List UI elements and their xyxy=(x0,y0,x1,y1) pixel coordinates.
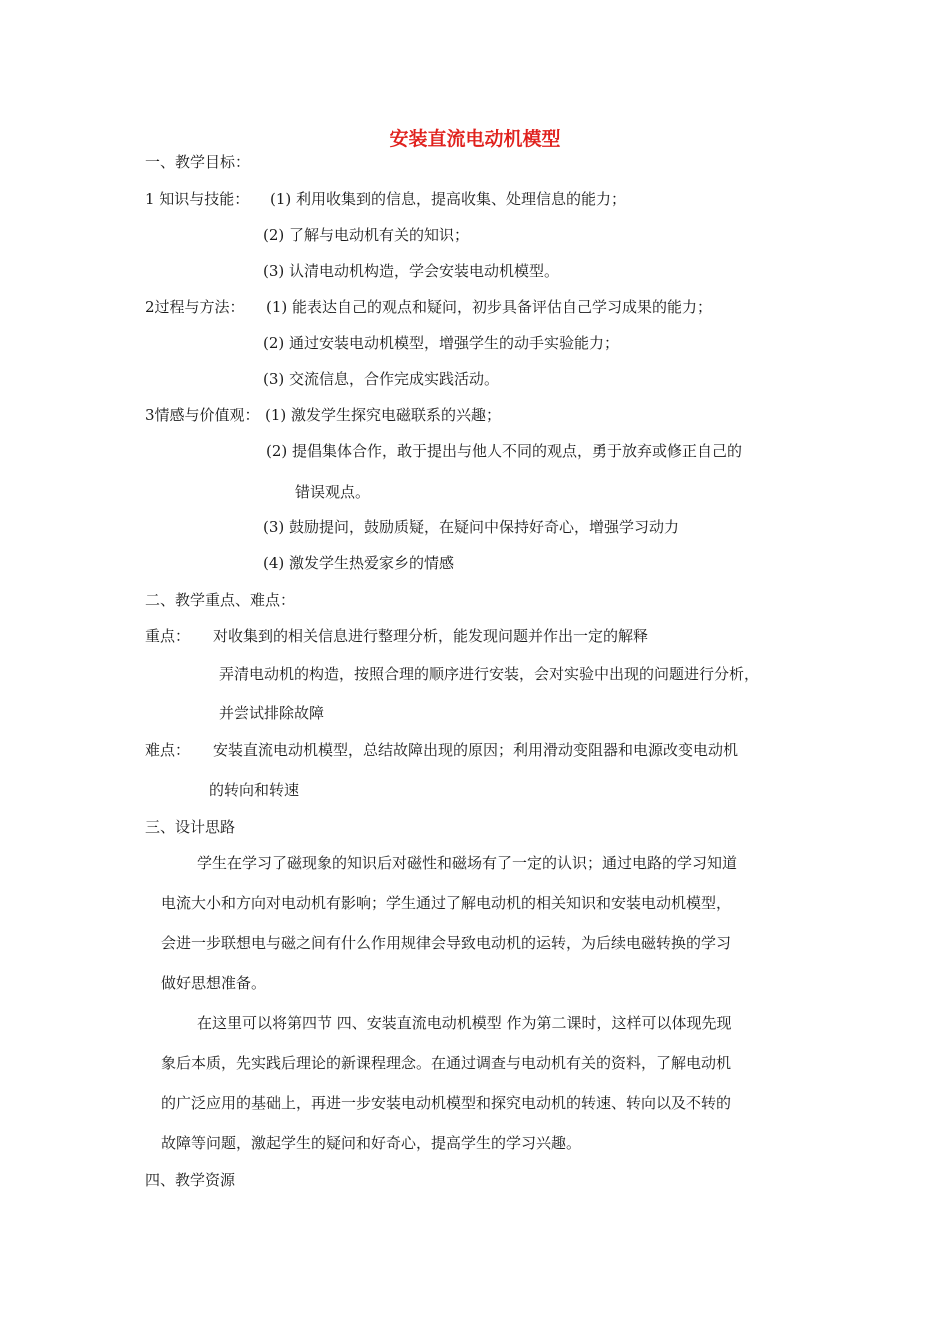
emotion-item-1: (1) 激发学生探究电磁联系的兴趣； xyxy=(265,406,502,424)
design-paragraph-1-line: 学生在学习了磁现象的知识后对磁性和磁场有了一定的认识；通过电路的学习知道 xyxy=(197,854,738,872)
key-point-line-3: 并尝试排除故障 xyxy=(219,704,325,722)
key-point-line-1: 对收集到的相关信息进行整理分析，能发现问题并作出一定的解释 xyxy=(213,627,649,645)
key-point-label: 重点： xyxy=(145,627,191,645)
knowledge-item-1: (1) 利用收集到的信息，提高收集、处理信息的能力； xyxy=(270,190,627,208)
knowledge-skills-label: 1 知识与技能： xyxy=(145,190,250,208)
section-heading-design: 三、设计思路 xyxy=(145,818,236,836)
section-heading-resources: 四、教学资源 xyxy=(145,1171,236,1189)
design-paragraph-1-line: 会进一步联想电与磁之间有什么作用规律会导致电动机的运转，为后续电磁转换的学习 xyxy=(161,934,732,952)
design-paragraph-1-line: 做好思想准备。 xyxy=(161,974,267,992)
design-paragraph-2-line: 在这里可以将第四节 四、安装直流电动机模型 作为第二课时，这样可以体现先现 xyxy=(197,1014,732,1032)
design-paragraph-1-line: 电流大小和方向对电动机有影响；学生通过了解电动机的相关知识和安装电动机模型， xyxy=(161,894,732,912)
difficulty-line-2: 的转向和转速 xyxy=(209,781,300,799)
knowledge-item-2: (2) 了解与电动机有关的知识； xyxy=(263,226,470,244)
document-title: 安装直流电动机模型 xyxy=(389,128,561,150)
process-method-label: 2过程与方法： xyxy=(145,298,245,316)
design-paragraph-2-line: 的广泛应用的基础上，再进一步安装电动机模型和探究电动机的转速、转向以及不转的 xyxy=(161,1094,732,1112)
difficulty-line-1: 安装直流电动机模型，总结故障出现的原因；利用滑动变阻器和电源改变电动机 xyxy=(213,741,739,759)
process-item-2: (2) 通过安装电动机模型，增强学生的动手实验能力； xyxy=(263,334,620,352)
emotion-values-label: 3情感与价值观： xyxy=(145,406,260,424)
knowledge-item-3: (3) 认清电动机构造，学会安装电动机模型。 xyxy=(263,262,560,280)
emotion-item-2: (2) 提倡集体合作，敢于提出与他人不同的观点，勇于放弃或修正自己的 xyxy=(266,442,743,460)
section-heading-objectives: 一、教学目标： xyxy=(145,153,251,171)
emotion-item-3: (3) 鼓励提问，鼓励质疑，在疑问中保持好奇心，增强学习动力 xyxy=(263,518,680,536)
design-paragraph-2-line: 故障等问题，激起学生的疑问和好奇心，提高学生的学习兴趣。 xyxy=(161,1134,582,1152)
emotion-item-4: (4) 激发学生热爱家乡的情感 xyxy=(263,554,455,572)
section-heading-key-points: 二、教学重点、难点： xyxy=(145,591,296,609)
key-point-line-2: 弄清电动机的构造，按照合理的顺序进行安装，会对实验中出现的问题进行分析， xyxy=(219,665,760,683)
emotion-item-2-continued: 错误观点。 xyxy=(295,483,371,501)
design-paragraph-2-line: 象后本质，先实践后理论的新课程理念。在通过调查与电动机有关的资料，了解电动机 xyxy=(161,1054,732,1072)
process-item-1: (1) 能表达自己的观点和疑问，初步具备评估自己学习成果的能力； xyxy=(266,298,713,316)
process-item-3: (3) 交流信息，合作完成实践活动。 xyxy=(263,370,500,388)
difficulty-label: 难点： xyxy=(145,741,191,759)
